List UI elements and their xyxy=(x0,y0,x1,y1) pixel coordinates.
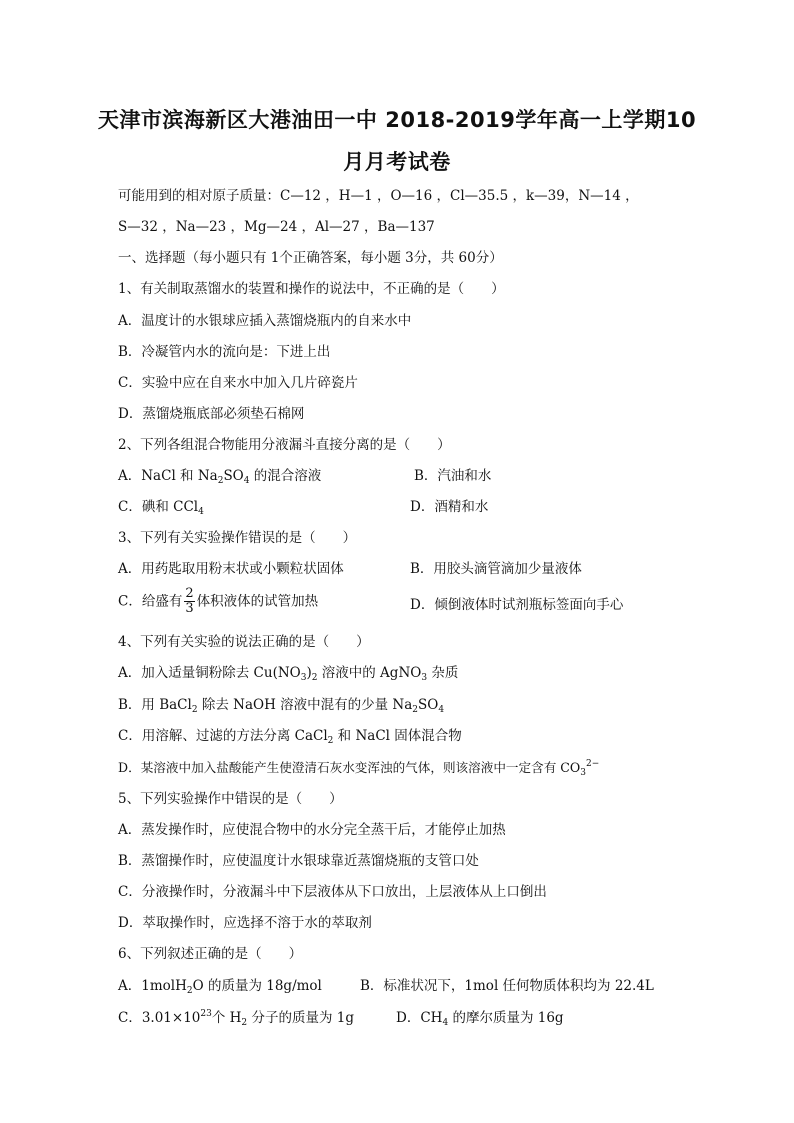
q5-stem: 5、下列实验操作中错误的是（ ） xyxy=(118,791,343,807)
q2-stem: 2、下列各组混合物能用分液漏斗直接分离的是（ ） xyxy=(118,437,451,453)
q2-option-b: B．汽油和水 xyxy=(414,468,492,484)
section-heading: 一、选择题（每小题只有 1个正确答案，每小题 3分，共 60分） xyxy=(118,250,503,266)
q1-option-d: D．蒸馏烧瓶底部必须垫石棉网 xyxy=(118,406,305,422)
q3-option-d: D．倾倒液体时试剂瓶标签面向手心 xyxy=(410,597,624,613)
q4-option-c: C．用溶解、过滤的方法分离 CaCl$_2$ 和 NaCl 固体混合物 xyxy=(118,728,462,746)
exam-title-line2: 月月考试卷 xyxy=(343,150,451,174)
q4-option-d: D．某溶液中加入盐酸能产生使澄清石灰水变浑浊的气体，则该溶液中一定含有 $CO_3^{2-}$ xyxy=(118,759,600,778)
q6-option-c: C．$3.01\times 10^{23}$个 $H_2$ 分子的质量为 1g xyxy=(118,1009,354,1028)
q6-option-b: B．标准状况下，1mol 任何物质体积均为 22.4L xyxy=(360,978,654,994)
q1-stem: 1、有关制取蒸馏水的装置和操作的说法中，不正确的是（ ） xyxy=(118,281,505,297)
q2-option-c: C．碘和 CCl$_4$ xyxy=(118,499,204,517)
q3-stem: 3、下列有关实验操作错误的是（ ） xyxy=(118,530,357,546)
q5-option-a: A．蒸发操作时，应使混合物中的水分完全蒸干后，才能停止加热 xyxy=(118,822,506,838)
q4-stem: 4、下列有关实验的说法正确的是（ ） xyxy=(118,634,370,650)
q5-option-c: C．分液操作时，分液漏斗中下层液体从下口放出，上层液体从上口倒出 xyxy=(118,884,547,900)
q2-option-a: A．NaCl 和 $Na_2SO_4$ 的混合溶液 xyxy=(118,468,322,486)
q4-option-a: A．加入适量铜粉除去 $Cu(NO_3)_2$ 溶液中的 AgNO$_3$ 杂质 xyxy=(118,665,459,683)
q4-option-b: B．用 BaCl$_2$ 除去 NaOH 溶液中混有的少量 $Na_2SO_4$ xyxy=(118,697,445,715)
atomic-masses-line1: 可能用到的相对原子质量：C—12 ，H—1 ，O—16 ，Cl—35.5 ，k—39，N—14 ， xyxy=(118,188,639,204)
q3-option-a: A．用药匙取用粉末状或小颗粒状固体 xyxy=(118,561,344,577)
q1-option-c: C．实验中应在自来水中加入几片碎瓷片 xyxy=(118,375,358,391)
q1-option-b: B．冷凝管内水的流向是：下进上出 xyxy=(118,344,331,360)
q6-option-d: D．$CH_4$ 的摩尔质量为 16g xyxy=(396,1010,564,1028)
q5-option-d: D．萃取操作时，应选择不溶于水的萃取剂 xyxy=(118,915,372,931)
q6-stem: 6、下列叙述正确的是（ ） xyxy=(118,946,303,962)
q1-option-a: A．温度计的水银球应插入蒸馏烧瓶内的自来水中 xyxy=(118,313,412,329)
atomic-masses-line2: S—32 ，Na—23 ，Mg—24 ，Al—27 ，Ba—137 xyxy=(118,219,435,235)
q3-option-c: C．给盛有 $\frac{2}{3}$ 体积液体的试管加热 xyxy=(118,586,319,616)
q3-option-b: B．用胶头滴管滴加少量液体 xyxy=(410,561,582,577)
q6-option-a: A．1molH$_2$O 的质量为 18g/mol xyxy=(118,978,322,996)
q5-option-b: B．蒸馏操作时，应使温度计水银球靠近蒸馏烧瓶的支管口处 xyxy=(118,853,479,869)
fraction-two-thirds: $\frac{2}{3}$ xyxy=(185,586,194,616)
exam-title-line1: 天津市滨海新区大港油田一中 2018-2019学年高一上学期10 xyxy=(97,108,697,132)
q2-option-d: D．酒精和水 xyxy=(410,499,489,515)
